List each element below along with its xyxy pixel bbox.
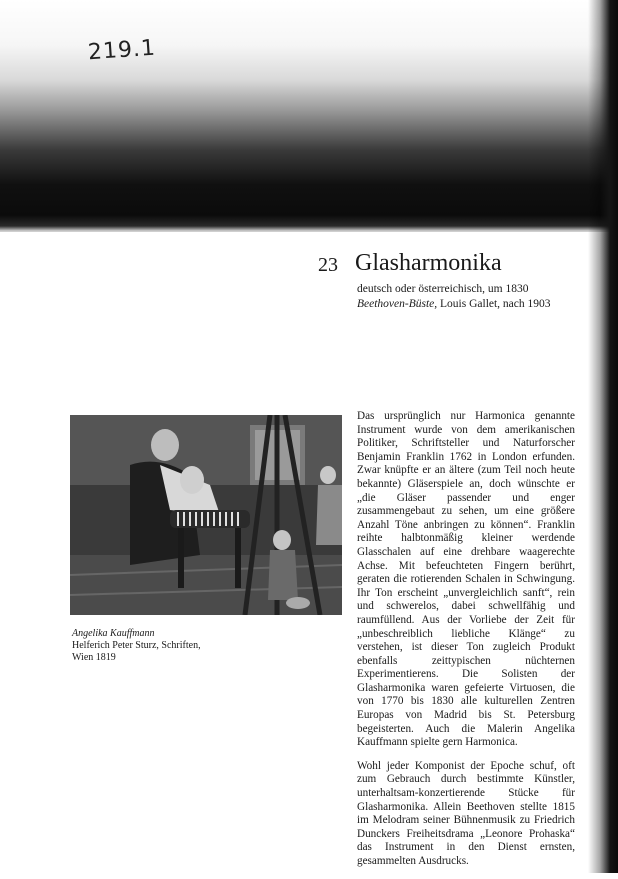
body-paragraph-1: Das ursprünglich nur Harmonica genannte Instrument wurde von dem amerikanischen Politiker, Schriftsteller und Naturforscher Benjamin Franklin 1762 in London erfunden. Zwar knüpfte er an ältere (zum Teil noch heute bekannte) Gläserspiele an, doch wünschte er „die Gläser passender und enger zusammengebaut zu sehen, um eine größere Anzahl Töne anbringen zu können“. Franklin reihte halbtonmäßig kleiner werdende Glasschalen auf eine drehbare waagerechte Achse. Mit befeuchteten Fingern berührt, geraten die rotierenden Schalen in Schwingung. Ihr Ton erscheint „unvergleichlich sanft“, rein und schwerelos, dabei schwellfähig und raumfüllend. Aus der Vorliebe der Zeit für „unbeschreiblich liebliche Klänge“ zu verstehen, ist dieser Ton zugleich Produkt ebenfalls zeittypischen nüchternen Experimentierens. Die Solisten der Glasharmonika waren gefeierte Virtuosen, die von 1770 bis 1830 alle kulturellen Zentren Europas von Madrid bis St. Petersburg begeisterten. Auch die Malerin Angelika Kauffmann spielte gern Harmonica. bbox=[357, 410, 575, 749]
handwritten-page-number: 219.1 bbox=[87, 35, 157, 66]
caption-place-year: Wien 1819 bbox=[72, 652, 116, 663]
entry-related-object bbox=[357, 297, 551, 312]
engraving-illustration bbox=[70, 415, 342, 615]
entry-number: 23 bbox=[318, 254, 338, 276]
article-body bbox=[357, 410, 575, 879]
entry-title: Glasharmonika bbox=[355, 250, 502, 276]
caption-title: Angelika Kauffmann bbox=[72, 628, 155, 639]
scan-top-shadow bbox=[0, 0, 618, 232]
caption-source: Helferich Peter Sturz, Schriften, bbox=[72, 640, 201, 651]
entry-origin: deutsch oder österreichisch, um 1830 bbox=[357, 283, 529, 295]
figure-engraving bbox=[70, 415, 342, 615]
related-object-title: Beethoven-Büste, bbox=[357, 298, 438, 310]
scan-right-shadow bbox=[588, 0, 618, 873]
related-object-detail: Louis Gallet, nach 1903 bbox=[437, 298, 551, 310]
entry-subtitle bbox=[357, 282, 551, 312]
body-paragraph-2: Wohl jeder Komponist der Epoche schuf, oft zum Gebrauch durch bestimmte Künstler, unterhaltsam-konzertierende Stücke für Glasharmonika. Allein Beethoven stellte 1815 im Melodram seiner Bühnenmusik zu Friedrich Dunckers Freiheitsdrama „Leonore Prohaska“ das Instrument in den Dienst ernsten, gesammelten Ausdrucks. bbox=[357, 759, 575, 867]
figure-caption bbox=[72, 628, 201, 664]
